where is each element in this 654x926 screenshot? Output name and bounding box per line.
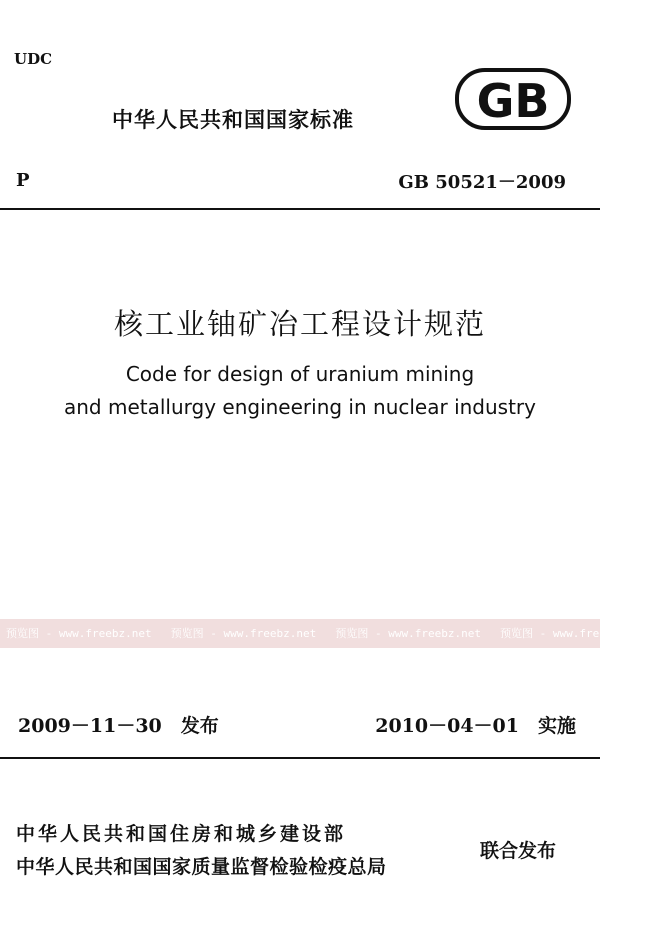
title-english-line2: and metallurgy engineering in nuclear industry [63, 395, 536, 419]
standard-code: GB 50521－2009 [398, 172, 566, 193]
gb-logo-text: GB [476, 74, 550, 128]
bottom-divider [0, 757, 600, 759]
gb-logo [455, 68, 571, 130]
top-divider [0, 208, 600, 210]
watermark-text: 预览图 - www.freebz.net [6, 627, 152, 640]
standard-type: 中华人民共和国国家标准 [112, 107, 354, 132]
watermark-band [0, 619, 646, 648]
classification: P [16, 170, 30, 191]
title-chinese: 核工业铀矿冶工程设计规范 [113, 307, 486, 341]
watermark-text: 预览图 - www.freebz.net [335, 627, 481, 640]
issue-date: 2009－11－30 发布 [18, 715, 219, 737]
issuer-line1: 中华人民共和国住房和城乡建设部 [16, 823, 347, 845]
joint-publish-label: 联合发布 [480, 840, 557, 862]
title-english-line1: Code for design of uranium mining [125, 362, 475, 386]
udc-label: UDC [14, 50, 53, 68]
issuer-line2: 中华人民共和国国家质量监督检验检疫总局 [16, 856, 387, 878]
watermark-text: 预览图 - www.freebz.net [500, 627, 646, 640]
implementation-date: 2010－04－01 实施 [375, 715, 576, 737]
watermark-text: 预览图 - www.freebz.net [170, 627, 317, 640]
